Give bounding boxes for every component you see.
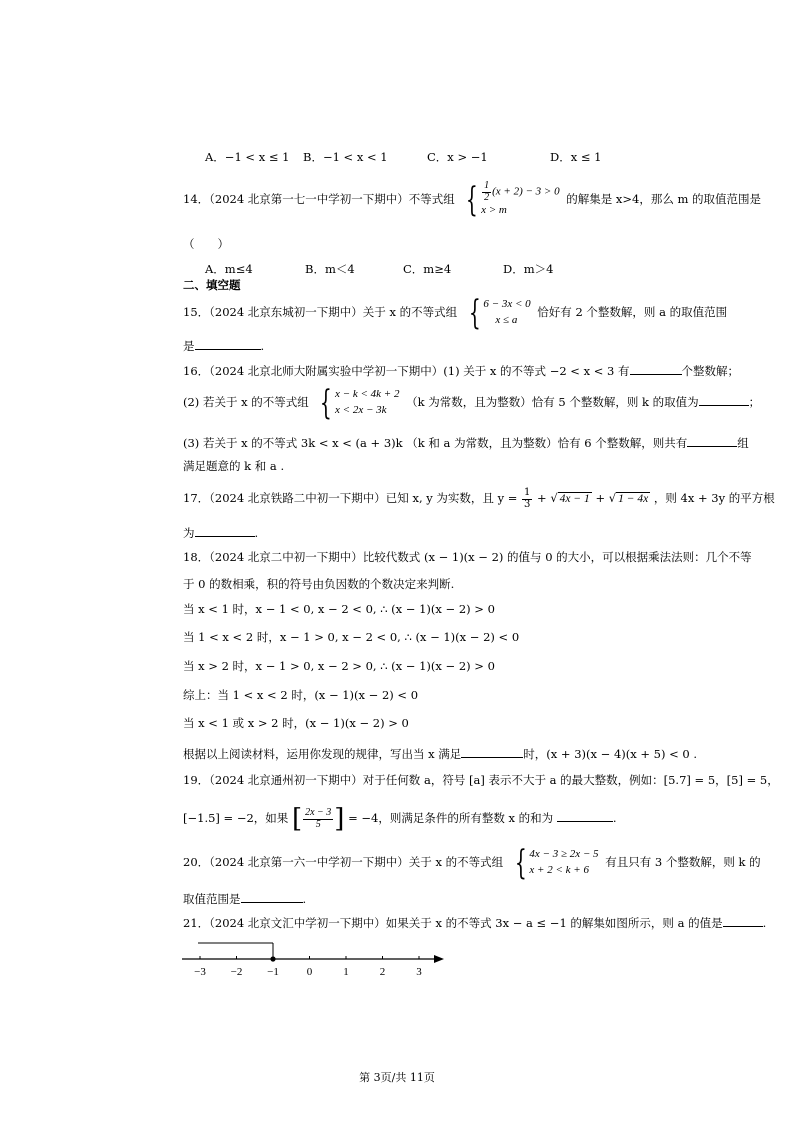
q15-system-line1: 6 − 3x < 0	[483, 298, 531, 311]
q15-system-line2: x ≤ a	[495, 314, 518, 326]
q16-part3-prefix: (3) 若关于 x 的不等式 3k < x < (a + 3)k （k 和 a 为常数，且为整数）恰有 6 个整数解，则共有	[183, 436, 688, 450]
q14-system-line2: x > m	[481, 204, 507, 216]
axis-tick-label: 1	[343, 966, 349, 978]
axis-tick-label: −2	[230, 966, 243, 978]
q19-line2	[183, 806, 616, 832]
q14-system-line1: $\frac{1}{2}$ (x + 2) − 3 > 0	[484, 180, 560, 203]
q20-stem	[183, 843, 761, 883]
axis-tick-label: −1	[267, 966, 279, 978]
q17-answer-line	[183, 524, 258, 540]
q16-part3-suffix: 组	[737, 436, 749, 450]
q21-end: .	[762, 916, 767, 930]
q18-summary1: 综上：当 1 < x < 2 时，(x − 1)(x − 2) < 0	[183, 688, 419, 702]
q14-paren: （ ）	[183, 237, 229, 251]
q20-system-line1: 4x − 3 ≥ 2x − 5	[529, 848, 599, 861]
sqrt-icon: √	[608, 491, 617, 505]
answer-blank[interactable]	[195, 337, 261, 350]
q16-part2-end: ；	[748, 395, 761, 409]
q16-part3	[183, 434, 749, 450]
q17-plus: +	[537, 491, 547, 505]
q13-option-d: D．x ≤ 1	[550, 150, 602, 164]
q16-part2-suffix: （k 为常数，且为整数）恰有 5 个整数解，则 k 的取值为	[406, 395, 699, 409]
q18-line1: 18．（2024 北京二中初一下期中）比较代数式 (x − 1)(x − 2) 的值与 0 的大小，可以根据乘法法则：几个不等	[183, 550, 752, 564]
q15-prefix: 15．（2024 北京东城初一下期中）关于 x 的不等式组	[183, 305, 458, 319]
answer-blank[interactable]	[241, 890, 303, 903]
answer-blank[interactable]	[461, 745, 523, 758]
q17-plus-2: +	[595, 491, 606, 505]
answer-blank[interactable]	[630, 362, 682, 375]
q20-line-b: 取值范围是	[183, 892, 241, 906]
q19-line1: 19．（2024 北京通州初一下期中）对于任何数 a，符号 [a] 表示不大于 a 的最大整数，例如：[5.7] = 5，[5] = 5，	[183, 773, 779, 787]
q19-end: .	[612, 811, 617, 825]
q15-suffix: 恰好有 2 个整数解，则 a 的取值范围	[537, 305, 728, 319]
q18-ask-suffix: 时，(x + 3)(x − 4)(x + 5) < 0 .	[523, 747, 698, 761]
q20-suffix: 有且只有 3 个整数解，则 k 的	[605, 855, 761, 869]
answer-blank[interactable]	[699, 393, 749, 406]
q15-system	[464, 293, 531, 333]
q15-answer-line	[183, 337, 264, 353]
q14-options	[205, 262, 725, 278]
q20-prefix: 20．（2024 北京第一六一中学初一下期中）关于 x 的不等式组	[183, 855, 504, 869]
section-title: 二、填空题	[183, 278, 241, 292]
q19-line2-prefix: [−1.5] = −2，如果	[183, 811, 289, 825]
q20-end: .	[302, 892, 307, 906]
q16-part1-prefix: 16．（2024 北京北师大附属实验中学初一下期中）(1) 关于 x 的不等式 −2 < x < 3 有	[183, 364, 630, 378]
q17-suffix: ，则 4x + 3y 的平方根	[653, 491, 775, 505]
page-footer: 第 3页/共 11页	[359, 1071, 435, 1084]
q21-prefix: 21．（2024 北京文汇中学初一下期中）如果关于 x 的不等式 3x − a ≤ −1 的解集如图所示，则 a 的值是	[183, 916, 723, 930]
q18-summary2: 当 x < 1 或 x > 2 时，(x − 1)(x − 2) > 0	[183, 716, 409, 730]
q16-part3-line2: 满足题意的 k 和 a .	[183, 459, 285, 473]
brace-icon: {	[466, 179, 479, 220]
q18-ask-prefix: 根据以上阅读材料，运用你发现的规律，写出当 x 满足	[183, 747, 462, 761]
q14-option-c: C．m≥4	[403, 262, 452, 276]
q14-stem	[183, 181, 761, 219]
q18-ask	[183, 745, 697, 761]
q16-part1	[183, 362, 739, 378]
q13-option-b: B．−1 < x < 1	[303, 150, 388, 164]
q20-system-line2: x + 2 < k + 6	[529, 864, 589, 876]
q14-option-b: B．m＜4	[305, 262, 355, 276]
q13-option-a: A．−1 < x ≤ 1	[205, 150, 290, 164]
q17-end: .	[254, 526, 259, 540]
brace-icon: {	[320, 383, 333, 423]
q17-sqrt1: 4x − 1	[559, 493, 590, 505]
q14-prefix: 14．（2024 北京第一七一中学初一下期中）不等式组	[183, 191, 455, 206]
q14-option-d: D．m＞4	[503, 262, 554, 276]
axis-tick-label: 0	[306, 966, 313, 978]
answer-blank[interactable]	[557, 809, 613, 822]
q14-suffix: 的解集是 x>4，那么 m 的取值范围是	[566, 191, 762, 206]
answer-blank[interactable]	[195, 524, 255, 537]
q15-line-b: 是	[183, 339, 195, 353]
q14-fraction: $\frac{1}{2}$	[484, 180, 490, 203]
q18-case2: 当 1 < x < 2 时，x − 1 > 0, x − 2 < 0, ∴ (x − 1)(x − 2) < 0	[183, 630, 520, 644]
q17-line-b: 为	[183, 526, 195, 540]
axis-arrow-icon	[434, 955, 444, 963]
q16-system	[315, 383, 400, 423]
q19-fraction: $\frac{2x - 3}{5}$	[305, 807, 332, 830]
answer-blank[interactable]	[723, 914, 763, 927]
bracket-right-icon: ]	[334, 804, 345, 834]
q20-answer-line	[183, 890, 306, 906]
q16-system-line2: x < 2x − 3k	[335, 404, 387, 416]
q18-case3: 当 x > 2 时，x − 1 > 0, x − 2 > 0, ∴ (x − 1)(x − 2) > 0	[183, 659, 495, 673]
q21-stem	[183, 914, 766, 930]
bracket-left-icon: [	[291, 804, 303, 834]
number-line	[178, 936, 450, 978]
brace-icon: {	[468, 293, 481, 333]
q14-system	[461, 181, 559, 219]
q18-case1: 当 x < 1 时，x − 1 < 0, x − 2 < 0, ∴ (x − 1)(x − 2) > 0	[183, 602, 495, 616]
q13-option-c: C．x > −1	[427, 150, 488, 164]
q16-part2	[183, 383, 761, 423]
axis-tick-label: −3	[194, 966, 206, 978]
q13-options	[205, 150, 765, 166]
axis-tick-label: 2	[379, 966, 386, 978]
brace-icon: {	[514, 843, 527, 883]
q19-line2-mid: = −4，则满足条件的所有整数 x 的和为	[348, 811, 554, 825]
axis-tick-label: 3	[416, 966, 422, 978]
q15-stem	[183, 293, 728, 333]
q16-system-line1: x − k < 4k + 2	[335, 388, 400, 401]
q18-line2: 于 0 的数相乘，积的符号由负因数的个数决定来判断.	[183, 577, 455, 591]
q17-sqrt2: 1 − 4x	[618, 493, 649, 505]
q16-part1-suffix: 个整数解；	[681, 364, 740, 378]
q16-part2-prefix: (2) 若关于 x 的不等式组	[183, 395, 309, 409]
q17-fraction: $\frac{1}{3}$	[524, 487, 531, 510]
answer-blank[interactable]	[687, 434, 737, 447]
sqrt-icon: √	[550, 491, 558, 505]
q15-end: .	[260, 339, 265, 353]
q17-prefix: 17．（2024 北京铁路二中初一下期中）已知 x, y 为实数，且 y =	[183, 491, 518, 505]
q17-stem	[183, 488, 775, 510]
q20-system	[510, 843, 599, 883]
q14-option-a: A．m≤4	[205, 262, 253, 276]
